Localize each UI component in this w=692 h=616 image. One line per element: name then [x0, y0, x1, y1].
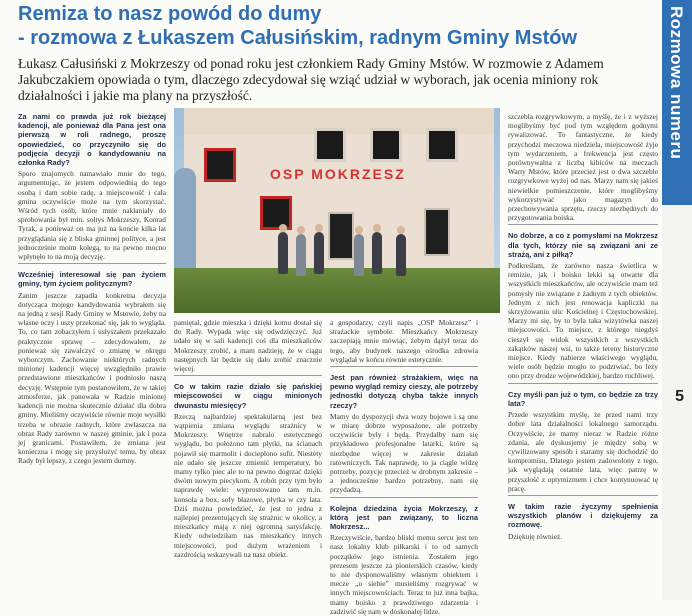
answer: Przede wszystkim myślę, że przed nami trzy dobre lata działalności lokalnego samorządu. Oczywiście, że mamy nieraz w Radzie różne zdania, ale dyskusjemy je między sobą w cywilizowany sposób i staramy się dochodzić do kompromisu. Dlatego jestem zadowolony z tego, jak wyglądają ostatnie lata, więc patrzę w przyszłość z optymizmem i chce kontynuować tę pracę.: [508, 410, 658, 493]
answer: Rzeczywiście, bardzo bliski memu sercu jest ten nasz lokalny klub piłkarski i to od samych początków jego istnienia. Zostałem jego prezesem jeszcze za pionierskich czasów, kiedy to nie dysponowaliśmy własnym obiektem i mecze „u siebie” musieliśmy rozgrywać w innych miejscowościach. Teraz to już inna bajka, mamy boisko z prawdziwego zdarzenia i zadziwić się nam w doskonałej lidze.: [330, 533, 478, 616]
door: [328, 212, 354, 260]
article-lead: Łukasz Całusiński z Mokrzeszy od ponad roku jest członkiem Rady Gminy Mstów. W rozmowie z Adamem Jakubczakiem opowiada o tym, dlaczego zdecydował się wziąć udział w wyborach, jak ocenia miniony rok działalności i jakie ma plany na przyszłość.: [18, 56, 604, 103]
section-tab: [662, 0, 692, 205]
osp-sign: OSP MOKRZESZ: [270, 166, 406, 182]
person: [314, 232, 324, 274]
window: [426, 128, 458, 162]
person: [278, 232, 288, 274]
page-number: 5: [675, 388, 684, 405]
person: [296, 234, 306, 276]
text-column-2: [174, 318, 322, 600]
question: Wcześniej interesował się pan życiem gminy, tym życiem politycznym?: [18, 270, 166, 289]
question: Kolejna dziedzina życia Mokrzeszy, z którą jest pan związany, to liczna Mokrzesz...: [330, 503, 478, 532]
tree: [174, 168, 196, 278]
divider: [508, 495, 658, 496]
title-line-1: Remiza to nasz powód do dumy: [18, 3, 322, 25]
person: [396, 234, 406, 276]
article-title: [18, 2, 658, 50]
text-column-3: [330, 318, 478, 616]
question: Za nami co prawda już rok bieżącej kadencji, ale ponieważ dla Pana jest ona pierwszą w roli radnego, proszę opowiedzieć, co przyczyniło się do podjęcia decyzji o kandydowaniu na członka Rady?: [18, 112, 166, 168]
question: Jest pan również strażakiem, więc na pewno wygląd remizy cieszy, ale potrzeby jednostki dotyczą chyba także innych rzeczy?: [330, 373, 478, 410]
answer: Podkreślam, że zarówno nasza świetlica w remizie, jak i boisko lekki są otwarte dla wszystkich mieszkańców, ale oczywiście mam też pomysły nie związane z żadnym z tych obiektów. Jednym z nich jest renowacja kapliczki na skrzyżowaniu ulic Kościelnej i Częstochowskiej. Marzy mi się, by to była taka wizytówka naszej miejscowości. To miejsce, z którego niegdyś cieszył się widok wszystkich z wszystkich zakątków naszej wsi, to także tereny historyczne miejsce. Kiedy nabierze właściwego wyglądu, wiele osób będzie mogło to podziwiać, bo leży ono przy drodze wojewódzkiej, bardzo ruchliwej.: [508, 261, 658, 381]
answer: szczebla rozgrywkowym, a myślę, że i z wyższej moglibyśmy być pod tym względem godnymi rywalizować. To fantastyczne, że kiedy przychodzi meczowa niedziela, miejscowość żyje tym wydarzeniem, a frekwencja jest często porównywalna z liczbą kibiców na meczach Warty Mstów, które przecież jest o dwa szczeble rozgrywkowe wyżej od nas. Marzy nam się jakieś niewielkie pomieszczenie, które moglibyśmy wykorzystywać jako magazyn do przechowywania sprzętu, rzeczy niezbędnych do przygotowania boiska.: [508, 112, 658, 223]
answer: Dziękuję również.: [508, 531, 563, 541]
answer: Zanim jeszcze zapadła konkretna decyzja dotycząca mojego kandydowania wybrałem się na jedną z sesji Rady Gminy w Mstowie, żeby na własne oczy i uszy przekonać się, jak to wygląda. To, co tam zobaczyłem i usłyszałem przekazało praktycznie sprawę – zdecydowałem, że ponieważ się zawalczyć o zmianę w okręgu wyborczym. Zachowanie niektórych radnych minionej kadencji więcej uwzględniło prawie przedstawione mieszkańców i podniosło naszą decyzję. Wstępnie tym postanowiłem, że w takiej atmosferze, jak panowała w Radzie minionej kadencji nie można skutecznie działać dla dobra gminy. Mieliśmy oczywiście równie moje wysiłki trzeba w obrazie radnych, które zwłaszcza na obraz Rady zarówno w naszej gminie, jak i poza jej granicami. Postawiłem, że zmiana jest konieczna i mogę się przysłużyć temu, by obraz Rady był lepszy, z czego jestem dumny.: [18, 290, 166, 466]
question: No dobrze, a co z pomysłami na Mokrzesz dla tych, którzy nie są związani ani ze strażą, ani z piłką?: [508, 231, 658, 259]
divider: [330, 366, 478, 367]
lawn: [174, 268, 500, 313]
answer: Rzeczą najbardziej spektakularną jest bez wątpienia zmiana wyglądu strażnicy w Mokrzeszy. Wnętrze nabrało estetycznego wyglądu, bo położono tam płytki, na ścianach pojawił się marmolit i docieplono sufit. Niestety nie udało się jeszcze zmienić temperatury, bo mamy tylko piec ale to na pewno dogrzać dzięki dwóm nowym piecykom. A robót przy tym było naprawdę wiele: wyprostowano tam m.in. konsola a box, sofy błazowe, płytka w czy lata. Dziś można powiedzieć, że jest to jedna z najlepiej prezentujących się strażnic w okolicy, a mieszkańcy mają z niej ogromną satysfakcję. Kiedy odwiedziłam nas mieszkańcy innych miejscowości, pod dużym wrażeniem i zazdrością wskazywali na nasz obiekt.: [174, 411, 322, 559]
window: [260, 196, 292, 230]
text-column-1: [18, 112, 166, 600]
answer: pamiętał, gdzie mieszka i dzięki komu dostał się do Rady. Wypada więc się odwdzięczyć. Już udało się w sali kadencji coś dla mieszkańców Mokrzeszy zrobić, a mam nadzieję, że w ciągu następnych lat będzie się dało zrobić znacznie więcej.: [174, 318, 322, 374]
section-sidebar: [662, 0, 692, 600]
answer: Mamy do dyspozycji dwa wozy bojowe i są one w miarę dobrze wyposażone, ale potrzeby oczywiście były i będą. Przydałby nam się przykładowo profesjonalne latarki, które są niezbędne więcej w zakresie działań ratowniczych. Tak naprawdę, to ja ciągle widzę potrzeby, pozycje przecież w drobnym zakresie – a jednocześnie bardzo potrzebny, nam się przydadzą.: [330, 411, 478, 495]
answer: Sporo znajomych namawiało mnie do tego, argumentując, że jestem odpowiednią do tego osobą i dam sobie radę, a miejscowość i cała gmina oczywiście może na tym skorzystać. Wśród tych osób, które mnie nakłaniały do sprobowania był min. sołtys Mokrzeszy, Konrad Tyrak, a ponieważ on ma już na koncie kilka lat przyglądania się z bliska gminnej polityce, a jest jednocześnie moim kolegą, to na pewno mocno wpłynęło to na moją decyzję.: [18, 169, 166, 262]
window: [314, 128, 346, 162]
window: [204, 148, 236, 182]
question: Co w takim razie działo się pańskiej miejscowości w ciągu minionych dwunastu miesięcy?: [174, 382, 322, 410]
divider: [508, 383, 658, 384]
title-line-2: - rozmowa z Łukaszem Całusińskim, radnym Gminy Mstów: [18, 27, 578, 49]
person: [372, 232, 382, 274]
window: [370, 128, 402, 162]
person: [354, 234, 364, 276]
divider: [18, 263, 166, 264]
question: Czy myśli pan już o tym, co będzie za trzy lata?: [508, 389, 658, 408]
divider: [174, 375, 322, 376]
section-label: Rozmowa numeru: [667, 6, 686, 160]
text-column-4: [508, 112, 658, 600]
door: [424, 208, 450, 256]
question: W takim razie życzymy spełnienia wszystkich planów i dziękujemy za rozmowę.: [508, 501, 658, 530]
divider: [330, 497, 478, 498]
fire-station-photo: [174, 108, 500, 313]
answer: a gospodarzy, czyli napis „OSP Mokrzesz” i strażackie symbole. Mieszkańcy Mokrzeszy zaczepiają mnie mówiąc, żebym dążył teraz do tego, aby budynek naszego ośrodka zdrowia wyglądał w końcu równie estetycznie.: [330, 318, 478, 364]
divider: [508, 224, 658, 225]
